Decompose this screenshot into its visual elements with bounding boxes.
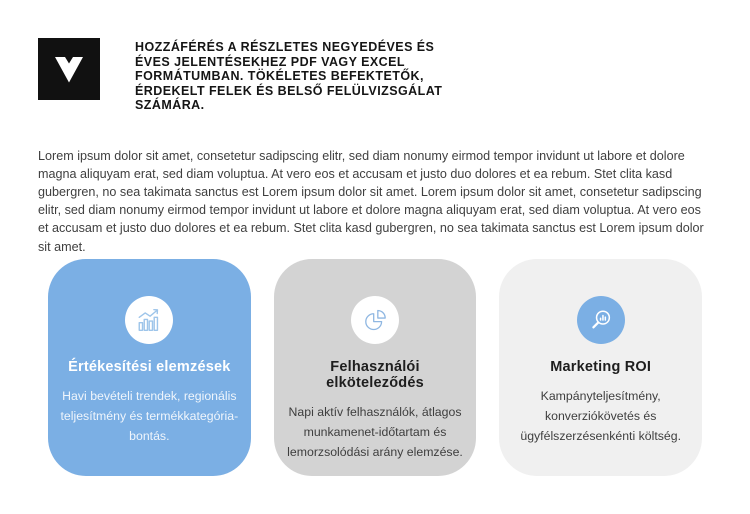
card-sales-analytics: [48, 259, 251, 476]
magnifier-analytics-icon: [577, 296, 625, 344]
intro-paragraph: Lorem ipsum dolor sit amet, consetetur sadipscing elitr, sed diam nonumy eirmod tempor invidunt ut labore et dolore magna aliquyam erat, sed diam voluptua. At vero eos et accusam et justo duo dolores et ea rebum. Stet clita kasd gubergren, no sea takimata sanctus est Lorem ipsum dolor sit amet. Lorem ipsum dolor sit amet, consetetur sadipscing elitr, sed diam nonumy eirmod tempor invidunt ut labore et dolore magna aliquyam erat, sed diam voluptua. At vero eos et accusam et justo duo dolores et ea rebum. Stet clita kasd gubergren, no sea takimata sanctus est Lorem ipsum dolor sit amet.: [38, 148, 704, 254]
section-heading: HOZZÁFÉRÉS A RÉSZLETES NEGYEDÉVES ÉS ÉVES JELENTÉSEKHEZ PDF VAGY EXCEL FORMÁTUMBAN. TÖKÉLETES BEFEKTETŐK, ÉRDEKELT FELEK ÉS BELSŐ FELÜLVIZSGÁLAT SZÁMÁRA.: [135, 40, 443, 112]
card-user-engagement: [274, 259, 477, 476]
card-description: Kampányteljesítmény, konverziókövetés és ügyfélszerzésenkénti költség.: [520, 389, 681, 443]
card-description: Havi bevételi trendek, regionális teljesítmény és termékkategória-bontás.: [60, 389, 239, 443]
card-title: Marketing ROI: [550, 359, 652, 375]
pie-chart-icon: [351, 296, 399, 344]
card-description: Napi aktív felhasználók, átlagos munkamenet-időtartam és lemorzsolódási arány elemzése.: [287, 405, 463, 459]
card-marketing-roi: [499, 259, 702, 476]
v-logo-icon: [38, 38, 100, 100]
card-title: Értékesítési elemzések: [68, 359, 231, 375]
header: [0, 0, 750, 113]
feature-cards: [48, 259, 702, 476]
card-title: Felhasználói elköteleződés: [326, 359, 424, 391]
brand-logo[interactable]: [38, 38, 100, 100]
bar-chart-growth-icon: [125, 296, 173, 344]
